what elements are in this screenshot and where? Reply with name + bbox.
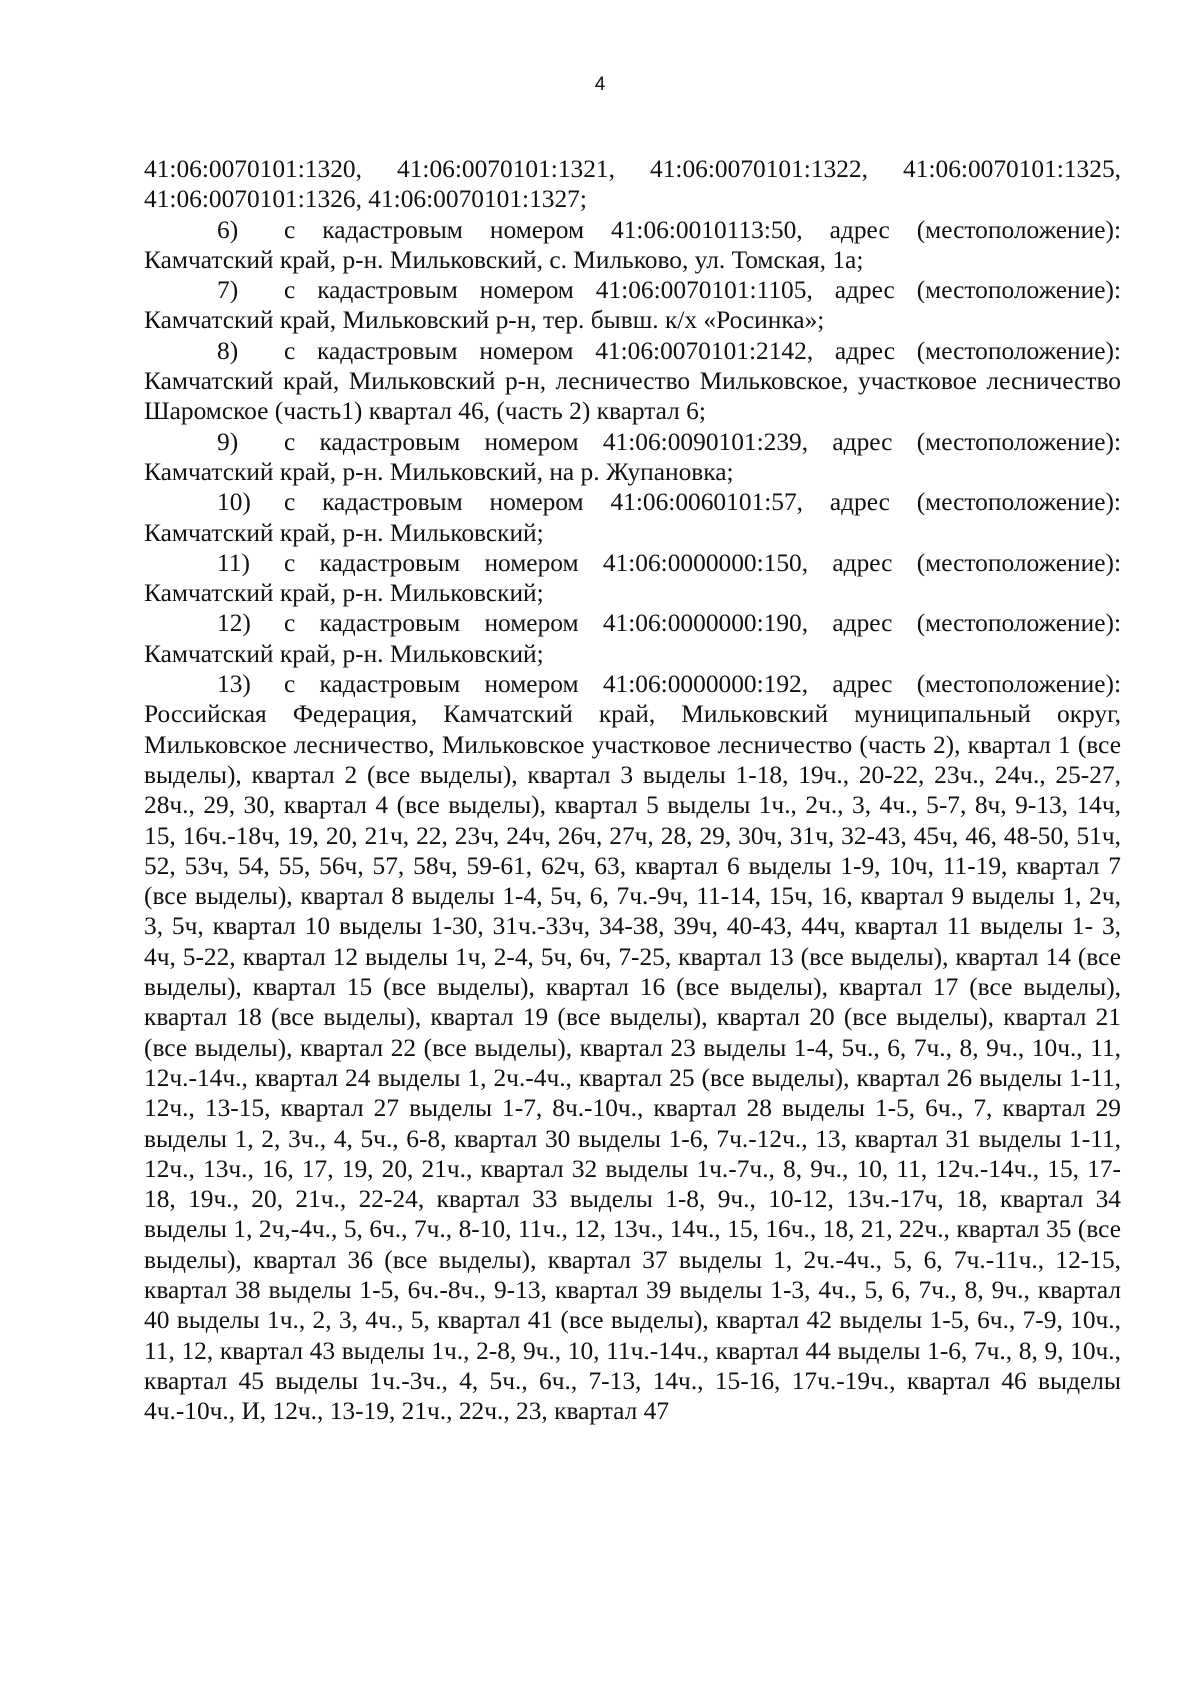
list-item xyxy=(144,215,1121,276)
list-item-text: с кадастровым номером 41:06:0000000:190, адрес (местоположение): Камчатский край, р-н. Мильковский; xyxy=(144,609,1121,668)
list-item-text: с кадастровым номером 41:06:0070101:1105, адрес (местоположение): Камчатский край, Мильковский р-н, тер. бывш. к/х «Росинка»; xyxy=(144,276,1121,335)
list-item xyxy=(144,669,1121,1426)
list-item-text: с кадастровым номером 41:06:0060101:57, адрес (местоположение): Камчатский край, р-н. Мильковский; xyxy=(144,488,1121,547)
document-body xyxy=(144,154,1121,1426)
list-item-text: с кадастровым номером 41:06:0010113:50, адрес (местоположение): Камчатский край, р-н. Мильковский, с. Мильково, ул. Томская, 1а; xyxy=(144,215,1121,274)
list-item-number: 6) xyxy=(217,215,239,244)
page-number: 4 xyxy=(594,74,606,95)
list-item xyxy=(144,548,1121,609)
list-item xyxy=(144,608,1121,669)
list-item xyxy=(144,275,1121,336)
list-item-text: с кадастровым номером 41:06:0070101:2142, адрес (местоположение): Камчатский край, Мильковский р-н, лесничество Мильковское, участковое лесничество Шаромское (часть1) квартал 46, (часть 2) квартал 6; xyxy=(144,336,1121,426)
list-item-number: 7) xyxy=(217,276,239,305)
list-item xyxy=(144,336,1121,427)
list-item-number: 11) xyxy=(217,548,250,577)
list-item xyxy=(144,427,1121,488)
list-item-continuation xyxy=(144,154,1121,215)
list-item-number: 12) xyxy=(217,609,251,638)
list-item-text: с кадастровым номером 41:06:0090101:239, адрес (местоположение): Камчатский край, р-н. Мильковский, на р. Жупановка; xyxy=(144,427,1121,486)
list-item-number: 9) xyxy=(217,427,239,456)
list-item-number: 8) xyxy=(217,336,239,365)
list-item-text: с кадастровым номером 41:06:0000000:150, адрес (местоположение): Камчатский край, р-н. Мильковский; xyxy=(144,548,1121,608)
list-item xyxy=(144,487,1121,548)
list-item-number: 10) xyxy=(217,488,251,517)
list-item-number: 13) xyxy=(217,670,251,699)
list-item-text: 41:06:0070101:1320, 41:06:0070101:1321, 41:06:0070101:1322, 41:06:0070101:1325, 41:06:0070101:1326, 41:06:0070101:1327; xyxy=(144,155,1121,214)
list-item-text: с кадастровым номером 41:06:0000000:192, адрес (местоположение): Российская Федерация, Камчатский край, Мильковский муниципальный округ, Мильковское лесничество, Мильковское участковое лесничество (часть 2), квартал 1 (все выделы), квартал 2 (все выделы), квартал 3 выделы 1-18, 19ч., 20-22, 23ч., 24ч., 25-27, 28ч., 29, 30, квартал 4 (все выделы), квартал 5 выделы 1ч., 2ч., 3, 4ч., 5-7, 8ч, 9-13, 14ч, 15, 16ч.-18ч, 19, 20, 21ч, 22, 23ч, 24ч, 26ч, 27ч, 28, 29, 30ч, 31ч, 32-43, 45ч, 46, 48-50, 51ч, 52, 53ч, 54, 55, 56ч, 57, 58ч, 59-61, 62ч, 63, квартал 6 выделы 1-9, 10ч, 11-19, квартал 7 (все выделы), квартал 8 выделы 1-4, 5ч, 6, 7ч.-9ч, 11-14, 15ч, 16, квартал 9 выделы 1, 2ч, 3, 5ч, квартал 10 выделы 1-30, 31ч.-33ч, 34-38, 39ч, 40-43, 44ч, квартал 11 выделы 1- 3, 4ч, 5-22, квартал 12 выделы 1ч, 2-4, 5ч, 6ч, 7-25, квартал 13 (все выделы), квартал 14 (все выделы), квартал 15 (все выделы), квартал 16 (все выделы), квартал 17 (все выделы), квартал 18 (все выделы), квартал 19 (все выделы), квартал 20 (все выделы), квартал 21 (все выделы), квартал 22 (все выделы), квартал 23 выделы 1-4, 5ч., 6, 7ч., 8, 9ч., 10ч., 11, 12ч.-14ч., квартал 24 выделы 1, 2ч.-4ч., квартал 25 (все выделы), квартал 26 выделы 1-11, 12ч., 13-15, квартал 27 выделы 1-7, 8ч.-10ч., квартал 28 выделы 1-5, 6ч., 7, квартал 29 выделы 1, 2, 3ч., 4, 5ч., 6-8, квартал 30 выделы 1-6, 7ч.-12ч., 13, квартал 31 выделы 1-11, 12ч., 13ч., 16, 17, 19, 20, 21ч., квартал 32 выделы 1ч.-7ч., 8, 9ч., 10, 11, 12ч.-14ч., 15, 17-18, 19ч., 20, 21ч., 22-24, квартал 33 выделы 1-8, 9ч., 10-12, 13ч.-17ч, 18, квартал 34 выделы 1, 2ч,-4ч., 5, 6ч., 7ч., 8-10, 11ч., 12, 13ч., 14ч., 15, 16ч., 18, 21, 22ч., квартал 35 (все выделы), квартал 36 (все выделы), квартал 37 выделы 1, 2ч.-4ч., 5, 6, 7ч.-11ч., 12-15, квартал 38 выделы 1-5, 6ч.-8ч., 9-13, квартал 39 выделы 1-3, 4ч., 5, 6, 7ч., 8, 9ч., квартал 40 выделы 1ч., 2, 3, 4ч., 5, квартал 41 (все выделы), квартал 42 выделы 1-5, 6ч., 7-9, 10ч., 11, 12, квартал 43 выделы 1ч., 2-8, 9ч., 10, 11ч.-14ч., квартал 44 выделы 1-6, 7ч., 8, 9, 10ч., квартал 45 выделы 1ч.-3ч., 4, 5ч., 6ч., 7-13, 14ч., 15-16, 17ч.-19ч., квартал 46 выделы 4ч.-10ч., И, 12ч., 13-19, 21ч., 22ч., 23, квартал 47 xyxy=(144,670,1121,1426)
